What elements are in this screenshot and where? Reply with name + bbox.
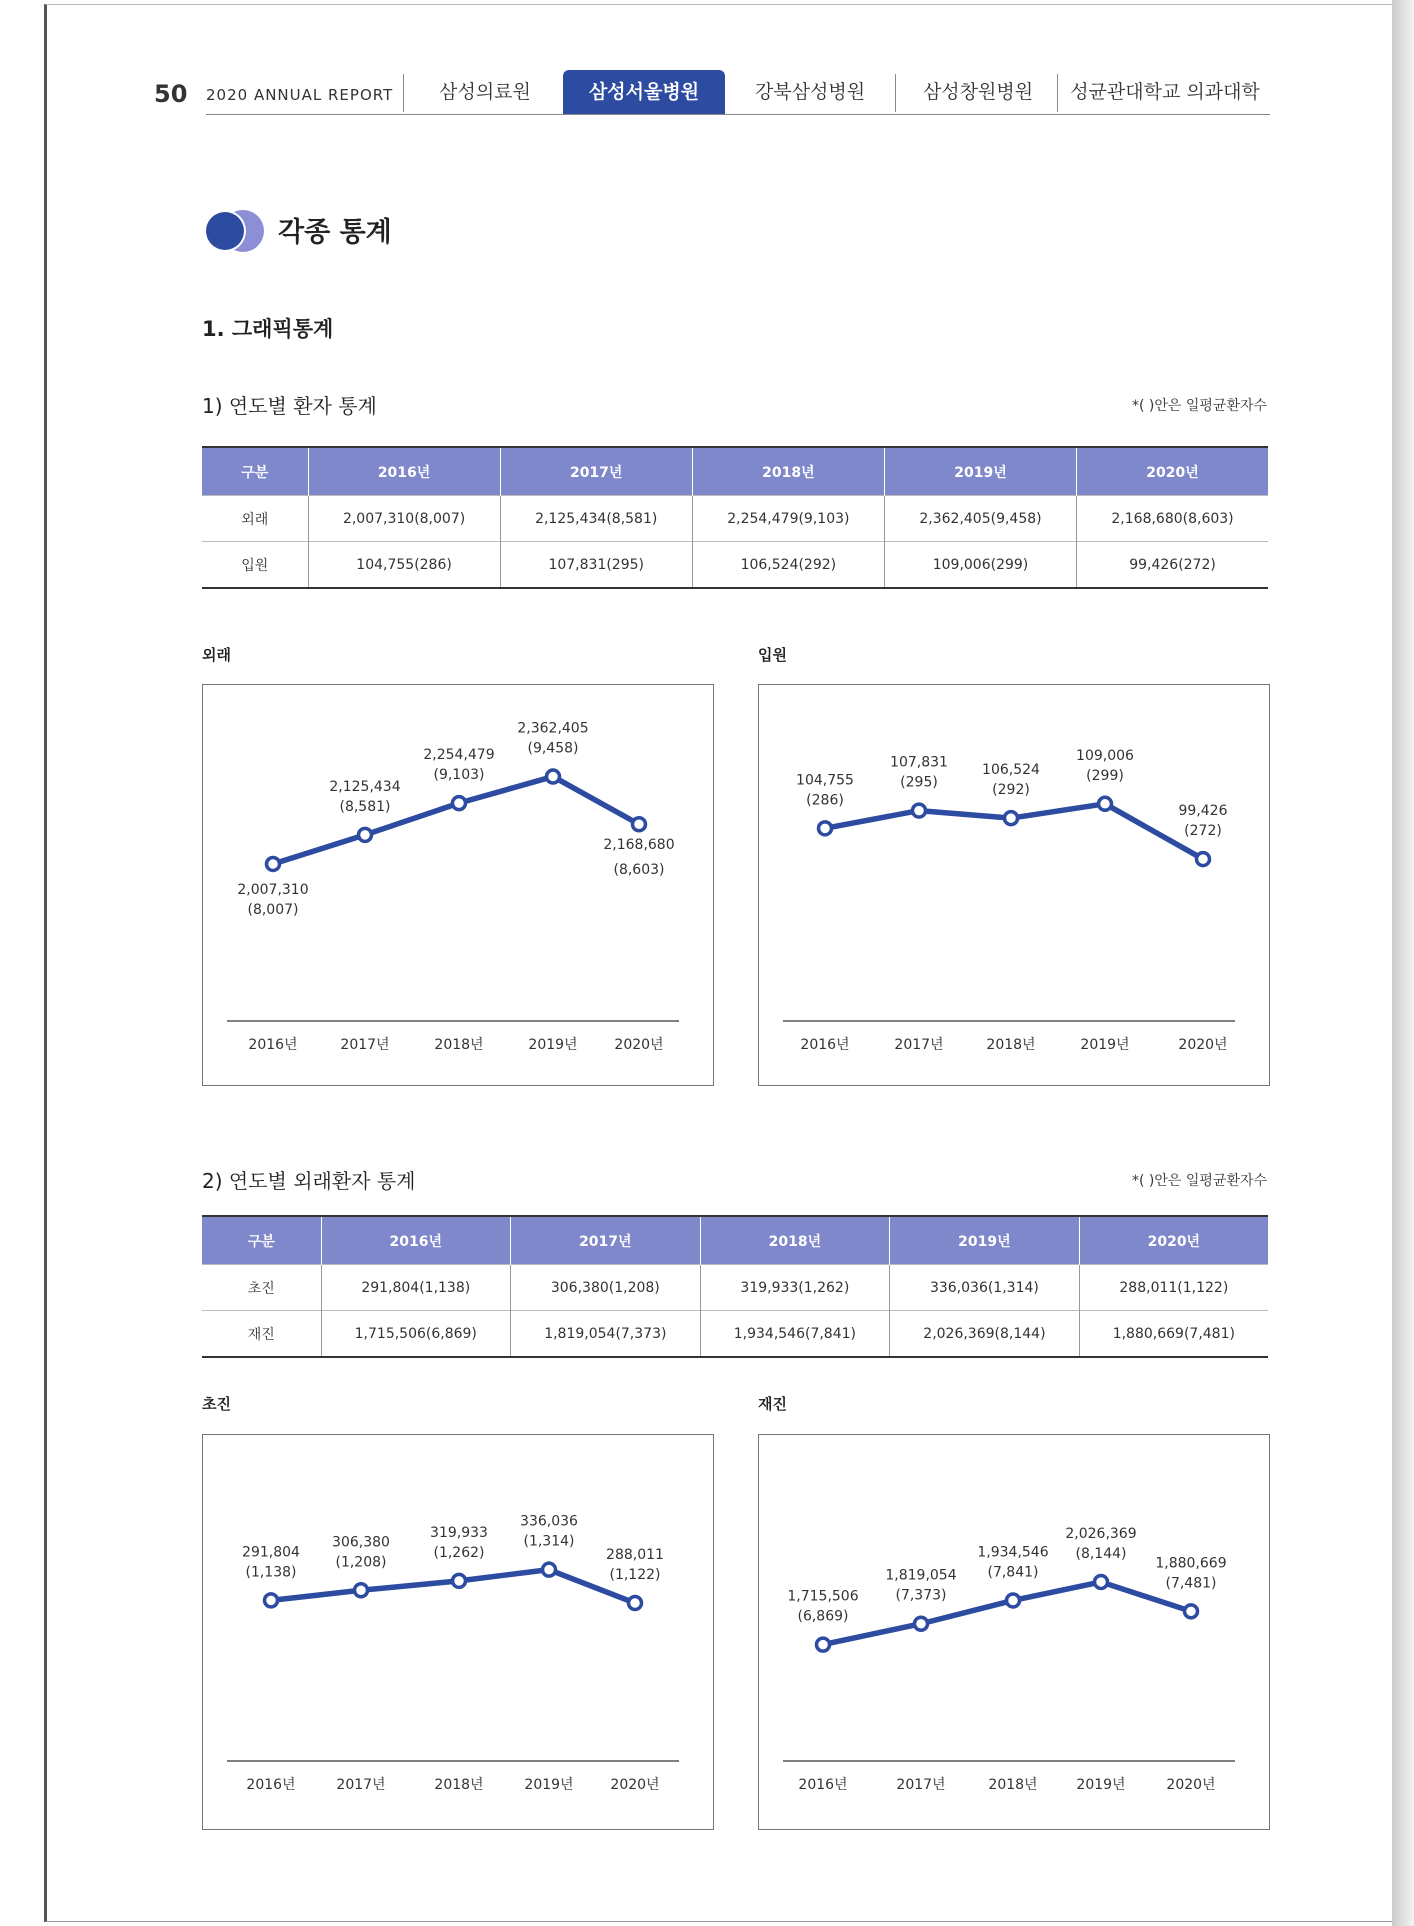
- table-cell: 재진: [202, 1311, 321, 1358]
- data-point: [543, 1563, 556, 1576]
- table-cell: 입원: [202, 542, 308, 589]
- chart-outpatient: [202, 684, 714, 1086]
- table-cell: 1,880,669(7,481): [1079, 1311, 1268, 1358]
- data-point: [547, 770, 560, 783]
- data-point: [265, 1594, 278, 1607]
- table-cell: 외래: [202, 496, 308, 542]
- x-tick-label: 2019년: [524, 1777, 574, 1793]
- data-daily-label: (9,103): [433, 767, 485, 784]
- tab-separator: [403, 74, 404, 112]
- data-value-label: 2,026,369: [1065, 1525, 1137, 1542]
- data-daily-label: (1,122): [609, 1567, 661, 1584]
- data-value-label: 109,006: [1076, 747, 1134, 764]
- table-header-cell: 2020년: [1077, 447, 1268, 496]
- tab-samsung-seoul-hospital[interactable]: 삼성서울병원: [563, 70, 725, 114]
- table-cell: 106,524(292): [692, 542, 884, 589]
- x-tick-label: 2018년: [434, 1777, 484, 1793]
- table1-title: 1) 연도별 환자 통계: [202, 394, 377, 418]
- tab-separator: [1057, 74, 1058, 112]
- table-cell: 1,819,054(7,373): [511, 1311, 701, 1358]
- data-point: [629, 1597, 642, 1610]
- page-number: 50: [154, 80, 188, 108]
- data-value-label: 1,819,054: [885, 1567, 957, 1584]
- data-daily-label: (7,373): [895, 1587, 947, 1604]
- data-daily-label: (299): [1086, 767, 1124, 784]
- table-row: [202, 496, 1268, 542]
- data-point: [819, 822, 832, 835]
- outpatient-stats-table: [202, 1215, 1268, 1358]
- tab-skku-medical-school[interactable]: 성균관대학교 의과대학: [1070, 81, 1260, 103]
- table2-title: 2) 연도별 외래환자 통계: [202, 1169, 416, 1193]
- x-tick-label: 2020년: [610, 1777, 660, 1793]
- x-tick-label: 2018년: [988, 1777, 1038, 1793]
- table-cell: 2,125,434(8,581): [500, 496, 692, 542]
- chart-svg: [203, 685, 713, 1085]
- data-value-label: 1,880,669: [1155, 1555, 1227, 1572]
- x-tick-label: 2018년: [986, 1037, 1036, 1053]
- x-tick-label: 2017년: [894, 1037, 944, 1053]
- data-value-label: 1,715,506: [787, 1588, 859, 1605]
- chart-svg: [759, 685, 1269, 1085]
- data-daily-label: (295): [900, 774, 938, 791]
- data-point: [1185, 1605, 1198, 1618]
- data-value-label: 319,933: [430, 1524, 488, 1541]
- data-value-label: 2,254,479: [423, 747, 495, 764]
- table-cell: 291,804(1,138): [321, 1265, 511, 1311]
- table-cell: 319,933(1,262): [700, 1265, 890, 1311]
- data-value-label: 2,125,434: [329, 778, 401, 795]
- data-daily-label: (8,144): [1075, 1545, 1127, 1562]
- data-value-label: 2,007,310: [237, 881, 309, 898]
- x-tick-label: 2019년: [1076, 1777, 1126, 1793]
- tab-kangbuk-samsung-hospital[interactable]: 강북삼성병원: [754, 81, 866, 103]
- table-header-cell: 구분: [202, 1216, 321, 1265]
- table-header-cell: 2017년: [500, 447, 692, 496]
- x-tick-label: 2017년: [336, 1777, 386, 1793]
- table-header-cell: 2016년: [308, 447, 500, 496]
- data-daily-label: (7,841): [987, 1564, 1039, 1581]
- header-divider: [206, 114, 1270, 115]
- tab-samsung-medical-center[interactable]: 삼성의료원: [439, 81, 531, 103]
- table-cell: 104,755(286): [308, 542, 500, 589]
- data-daily-label: (9,458): [527, 740, 579, 757]
- x-tick-label: 2020년: [1166, 1777, 1216, 1793]
- table-header-cell: 구분: [202, 447, 308, 496]
- table-header-cell: 2019년: [890, 1216, 1080, 1265]
- table-cell: 288,011(1,122): [1079, 1265, 1268, 1311]
- chart-label-first-visit: 초진: [202, 1395, 231, 1413]
- table-row: [202, 1265, 1268, 1311]
- tab-samsung-changwon-hospital[interactable]: 삼성창원병원: [922, 81, 1034, 103]
- series-line: [823, 1582, 1191, 1645]
- table-cell: 306,380(1,208): [511, 1265, 701, 1311]
- data-daily-label: (1,314): [523, 1533, 575, 1550]
- subsection-title: 1. 그래픽통계: [202, 317, 334, 341]
- table-row: [202, 1311, 1268, 1358]
- table-header-cell: 2017년: [511, 1216, 701, 1265]
- chart-first-visit: [202, 1434, 714, 1830]
- data-value-label: 2,362,405: [517, 720, 589, 737]
- x-tick-label: 2020년: [614, 1037, 664, 1053]
- table-header-cell: 2018년: [692, 447, 884, 496]
- table-header-cell: 2020년: [1079, 1216, 1268, 1265]
- data-point: [453, 1574, 466, 1587]
- table-cell: 107,831(295): [500, 542, 692, 589]
- data-point: [1005, 812, 1018, 825]
- x-tick-label: 2016년: [246, 1777, 296, 1793]
- data-daily-label: (1,208): [335, 1554, 387, 1571]
- series-line: [273, 777, 639, 864]
- table1-note: *( )안은 일평균환자수: [1132, 398, 1268, 414]
- x-tick-label: 2017년: [340, 1037, 390, 1053]
- data-point: [817, 1638, 830, 1651]
- x-tick-label: 2020년: [1178, 1037, 1228, 1053]
- data-point: [1007, 1594, 1020, 1607]
- table2-note: *( )안은 일평균환자수: [1132, 1173, 1268, 1189]
- patient-stats-table: [202, 446, 1268, 589]
- table-cell: 초진: [202, 1265, 321, 1311]
- data-daily-label: (1,262): [433, 1544, 485, 1561]
- x-tick-label: 2019년: [1080, 1037, 1130, 1053]
- chart-label-outpatient: 외래: [202, 646, 231, 664]
- data-daily-label: (7,481): [1165, 1575, 1217, 1592]
- table-cell: 336,036(1,314): [890, 1265, 1080, 1311]
- data-point: [1099, 797, 1112, 810]
- data-daily-label: (1,138): [245, 1564, 297, 1581]
- data-value-label: 306,380: [332, 1534, 390, 1551]
- x-tick-label: 2016년: [248, 1037, 298, 1053]
- table-cell: 2,168,680(8,603): [1077, 496, 1268, 542]
- chart-inpatient: [758, 684, 1270, 1086]
- table-row: [202, 542, 1268, 589]
- table-header-row: [202, 447, 1268, 496]
- table-header-cell: 2018년: [700, 1216, 890, 1265]
- table-header-cell: 2016년: [321, 1216, 511, 1265]
- page-header: [150, 70, 1270, 116]
- table-cell: 99,426(272): [1077, 542, 1268, 589]
- table-cell: 2,254,479(9,103): [692, 496, 884, 542]
- data-point: [355, 1584, 368, 1597]
- x-tick-label: 2018년: [434, 1037, 484, 1053]
- table-cell: 2,026,369(8,144): [890, 1311, 1080, 1358]
- table-cell: 2,362,405(9,458): [884, 496, 1076, 542]
- data-value-label: 99,426: [1178, 803, 1228, 820]
- table-cell: 1,934,546(7,841): [700, 1311, 890, 1358]
- section-title: 각종 통계: [278, 217, 392, 248]
- data-point: [267, 857, 280, 870]
- data-point: [633, 818, 646, 831]
- data-daily-label: (8,603): [613, 862, 665, 879]
- x-tick-label: 2017년: [896, 1777, 946, 1793]
- data-point: [915, 1617, 928, 1630]
- data-value-label: 2,168,680: [603, 837, 675, 854]
- data-value-label: 107,831: [890, 754, 948, 771]
- tab-separator: [895, 74, 896, 112]
- data-value-label: 291,804: [242, 1544, 300, 1561]
- table-cell: 109,006(299): [884, 542, 1076, 589]
- section-bullet-icon: [203, 208, 267, 254]
- report-title: 2020 ANNUAL REPORT: [206, 86, 394, 104]
- data-point: [453, 797, 466, 810]
- chart-label-revisit: 재진: [758, 1395, 787, 1413]
- x-tick-label: 2016년: [800, 1037, 850, 1053]
- chart-svg: [203, 1435, 713, 1829]
- chart-svg: [759, 1435, 1269, 1829]
- data-value-label: 106,524: [982, 762, 1040, 779]
- data-daily-label: (8,581): [339, 798, 391, 815]
- data-daily-label: (8,007): [247, 901, 299, 918]
- x-tick-label: 2016년: [798, 1777, 848, 1793]
- data-value-label: 288,011: [606, 1547, 664, 1564]
- page-edge-shadow: [1392, 0, 1414, 1926]
- data-value-label: 1,934,546: [977, 1544, 1049, 1561]
- data-point: [359, 828, 372, 841]
- data-daily-label: (6,869): [797, 1608, 849, 1625]
- data-point: [913, 804, 926, 817]
- data-value-label: 336,036: [520, 1513, 578, 1530]
- table-header-cell: 2019년: [884, 447, 1076, 496]
- table-header-row: [202, 1216, 1268, 1265]
- x-tick-label: 2019년: [528, 1037, 578, 1053]
- table-cell: 1,715,506(6,869): [321, 1311, 511, 1358]
- data-daily-label: (272): [1184, 823, 1222, 840]
- chart-revisit: [758, 1434, 1270, 1830]
- data-daily-label: (292): [992, 782, 1030, 799]
- data-value-label: 104,755: [796, 772, 854, 789]
- chart-label-inpatient: 입원: [758, 646, 787, 664]
- data-point: [1197, 853, 1210, 866]
- data-daily-label: (286): [806, 792, 844, 809]
- data-point: [1095, 1575, 1108, 1588]
- table-cell: 2,007,310(8,007): [308, 496, 500, 542]
